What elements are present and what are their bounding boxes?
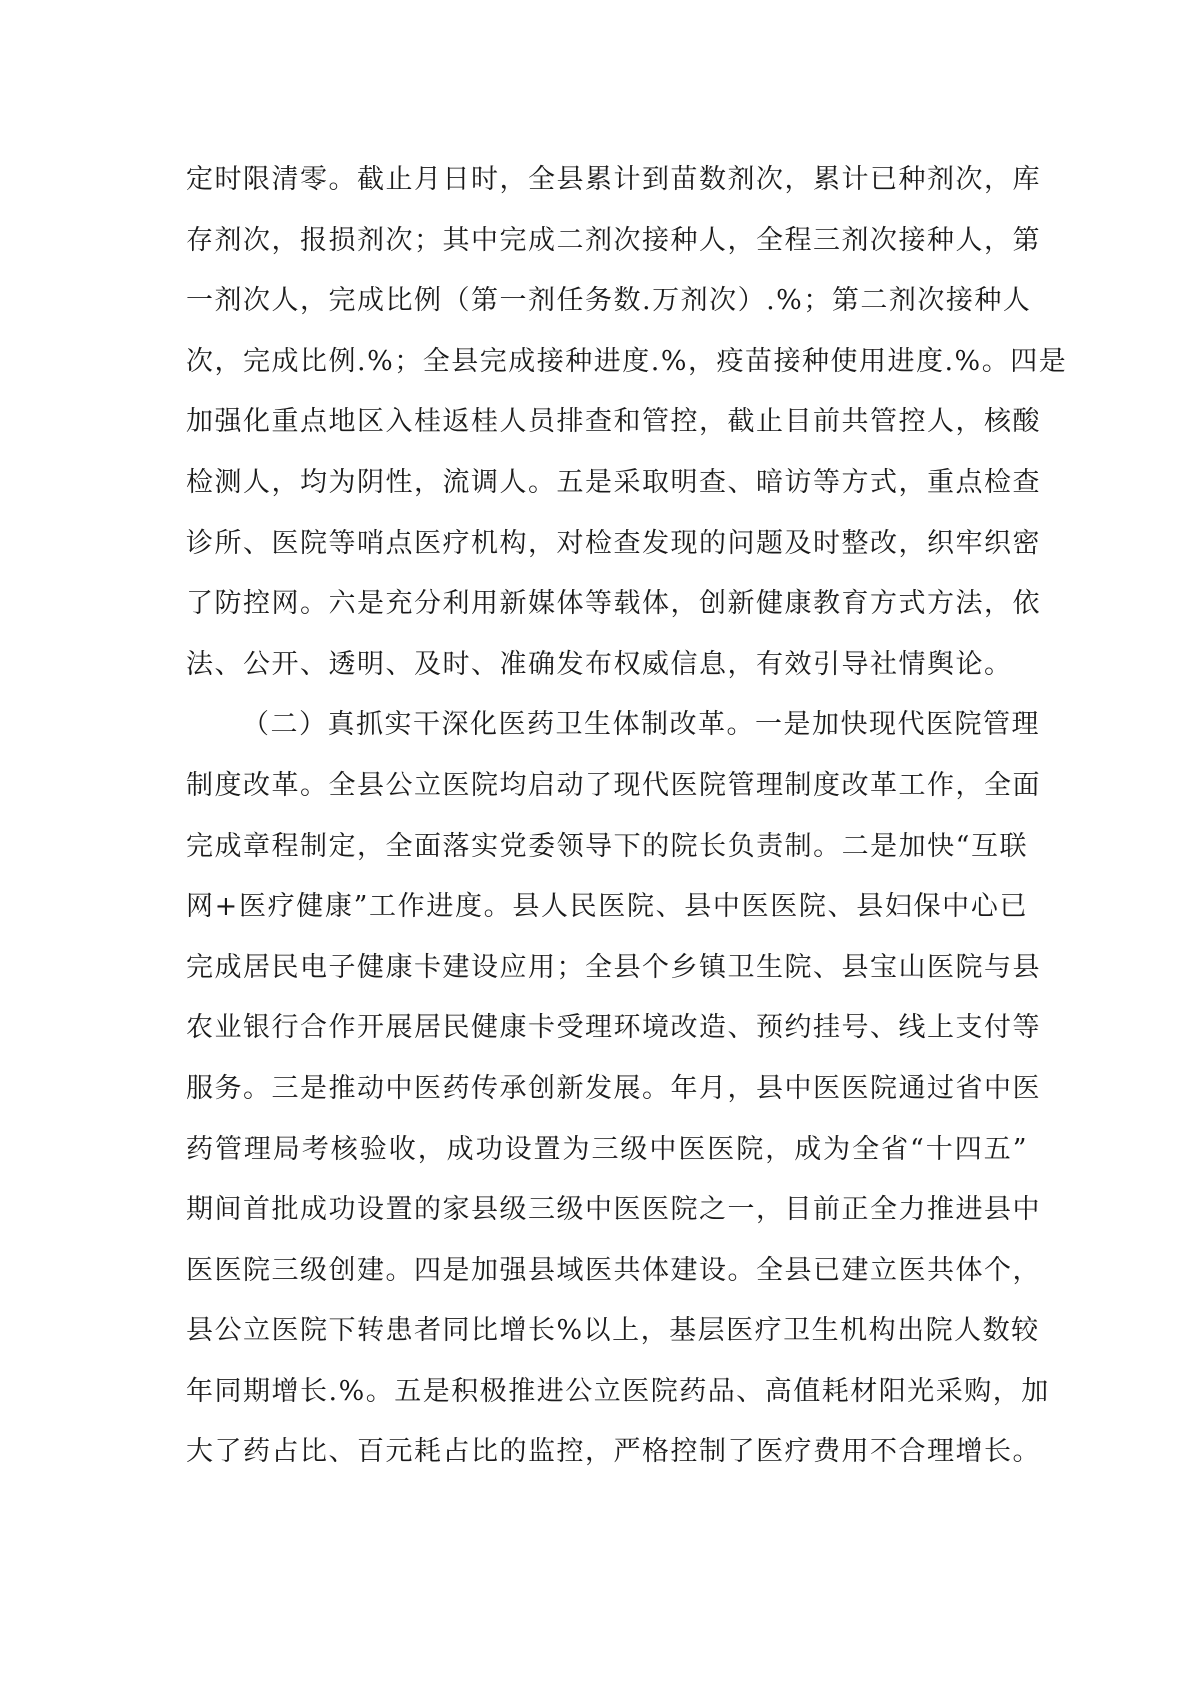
text-line: 药管理局考核验收，成功设置为三级中医医院，成为全省“十四五” xyxy=(186,1133,1028,1165)
section-heading-line: （二）真抓实干深化医药卫生体制改革。一是加快现代医院管理 xyxy=(242,709,1040,741)
text-line: 大了药占比、百元耗占比的监控，严格控制了医疗费用不合理增长。 xyxy=(186,1436,1041,1468)
text-line: 完成章程制定，全面落实党委领导下的院长负责制。二是加快“互联 xyxy=(186,830,1028,862)
text-line: 县公立医院下转患者同比增长%以上，基层医疗卫生机构出院人数较 xyxy=(186,1315,1040,1347)
text-line: 医医院三级创建。四是加强县域医共体建设。全县已建立医共体个， xyxy=(186,1254,1041,1286)
text-line: 完成居民电子健康卡建设应用；全县个乡镇卫生院、县宝山医院与县 xyxy=(186,951,1041,983)
text-line: 一剂次人，完成比例（第一剂任务数.万剂次）.%；第二剂次接种人 xyxy=(186,285,1032,317)
text-line: 存剂次，报损剂次；其中完成二剂次接种人，全程三剂次接种人，第 xyxy=(186,224,1041,256)
text-line: 年同期增长.%。五是积极推进公立医院药品、高值耗材阳光采购，加 xyxy=(186,1375,1050,1407)
text-line: 检测人，均为阴性，流调人。五是采取明查、暗访等方式，重点检查 xyxy=(186,466,1041,498)
text-line: 加强化重点地区入桂返桂人员排查和管控，截止目前共管控人，核酸 xyxy=(186,406,1041,438)
text-line: 定时限清零。截止月日时，全县累计到苗数剂次，累计已种剂次，库 xyxy=(186,164,1041,195)
document-body xyxy=(186,150,1068,1483)
text-line: 法、公开、透明、及时、准确发布权威信息，有效引导社情舆论。 xyxy=(186,648,1013,680)
text-line: 网+医疗健康”工作进度。县人民医院、县中医医院、县妇保中心已 xyxy=(186,891,1028,923)
text-line: 制度改革。全县公立医院均启动了现代医院管理制度改革工作，全面 xyxy=(186,769,1041,801)
text-line: 诊所、医院等哨点医疗机构，对检查发现的问题及时整改，织牢织密 xyxy=(186,527,1041,559)
text-line: 服务。三是推动中医药传承创新发展。年月，县中医医院通过省中医 xyxy=(186,1072,1041,1104)
text-line: 次，完成比例.%；全县完成接种进度.%，疫苗接种使用进度.%。四是 xyxy=(186,345,1068,377)
text-line: 期间首批成功设置的家县级三级中医医院之一，目前正全力推进县中 xyxy=(186,1194,1041,1226)
text-line: 农业银行合作开展居民健康卡受理环境改造、预约挂号、线上支付等 xyxy=(186,1012,1041,1044)
text-line: 了防控网。六是充分利用新媒体等载体，创新健康教育方式方法，依 xyxy=(186,588,1041,620)
